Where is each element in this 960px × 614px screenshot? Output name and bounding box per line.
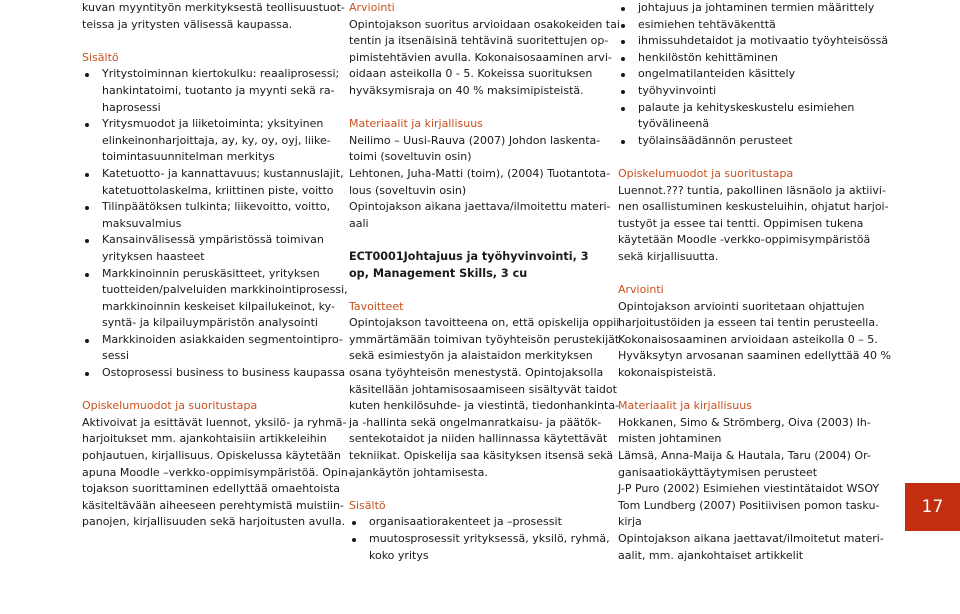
content-list [82,66,348,381]
materiaalit-text: Neilimo – Uusi-Rauva (2007) Johdon laskenta- toimi (soveltuvin osin) Lehtonen, Juha-Matti (toim), (2004) Tuotantota- lous (soveltuvin osin) Opintojakson aikana jaettava/ilmoitettu materi- aali [349,133,611,230]
bullet-icon [85,73,89,77]
bullet-icon [85,339,89,343]
list-item: esimiehen tehtäväkenttä [618,17,850,34]
course-title-line2: op, Management Skills, 3 cu [349,266,528,280]
column-middle [349,0,620,564]
bullet-icon [621,7,625,11]
section-heading-materiaalit: Materiaalit ja kirjallisuus [349,117,483,131]
content-list [349,514,610,564]
course-title [349,249,589,266]
intro-line: teissa ja yritysten välisessä kaupassa. [82,17,293,31]
content-list [618,0,889,149]
list-item: muutosprosessit yrityksessä, yksilö, ryhmä, koko yritys [349,531,585,564]
list-item: työlainsäädännön perusteet [618,133,850,150]
list-item: Katetuotto- ja kannattavuus; kustannuslajit, katetuottolaskelma, kriittinen piste, voitto [82,166,314,199]
bullet-icon [621,40,625,44]
column-left [82,0,352,531]
list-item: henkilöstön kehittäminen [618,50,850,67]
list-item: organisaatiorakenteet ja –prosessit [349,514,585,531]
list-item: ihmissuhdetaidot ja motivaatio työyhteisössä [618,33,850,50]
page-number-tab [905,483,960,531]
opiskelumuodot-text: Aktivoivat ja esittävät luennot, yksilö- ja ryhmä- harjoitukset mm. ajankohtaisiin artikkeleihin pohjautuen, kirjallisuus. Opiskelussa käytetään apuna Moodle –verkko-oppimisympäristöä. Opin- tojakson suorittaminen edellyttää omaehtoista käsiteltävään aiheeseen perehtymistä muistiin- panojen, kirjallisuuden sekä harjoitusten avulla. [82,415,352,529]
bullet-icon [621,107,625,111]
section-heading-tavoitteet: Tavoitteet [349,299,404,313]
bullet-icon [85,123,89,127]
section-heading-arviointi: Arviointi [349,1,395,14]
bullet-icon [621,73,625,77]
bullet-icon [621,24,625,28]
page-number: 17 [921,497,944,517]
bullet-icon [621,140,625,144]
list-item: ongelmatilanteiden käsittely [618,66,850,83]
course-code: ECT0001 [349,249,404,263]
bullet-icon [621,90,625,94]
arviointi-text: Opintojakson arviointi suoritetaan ohjattujen harjoitustöiden ja esseen tai tentin perusteella. Kokonaisosaaminen arvioidaan asteikolla 0 – 5. Hyväksytyn arvosanan saaminen edellyttää 40 % kokonaispisteistä. [618,299,891,380]
list-item: Tilinpäätöksen tulkinta; liikevoitto, voitto, maksuvalmius [82,199,314,232]
tavoitteet-text: Opintojakson tavoitteena on, että opiskelija oppii ymmärtämään toimivan työyhteisön perustekijät sekä esimiestyön ja alaistaidon merkityksen osana työyhteisön menestystä. Opintojaksolla käsitellään johtamisosaamiseen sisältyvät taidot kuten henkilösuhde- ja viestintä, tiedonhankinta- ja -hallinta sekä ongelmanratkaisu- ja päätök- sentekotaidot ja niiden hallinnassa käytettävät tekniikat. Opiskelija saa käsityksen itsensä sekä ajankäytön johtamisesta. [349,316,620,479]
section-heading-sisalto: Sisältö [349,498,386,512]
section-heading-opiskelumuodot: Opiskelumuodot ja suoritustapa [82,399,258,413]
list-item: johtajuus ja johtaminen termien määrittely [618,0,850,17]
list-item: Kansainvälisessä ympäristössä toimivan yrityksen haasteet [82,232,314,265]
list-item: Markkinoinnin peruskäsitteet, yrityksen tuotteiden/palveluiden markkinointiprosessi, markkinoinnin keskeiset kilpailukeinot, ky- syntä- ja kilpailuympäristön analysointi [82,266,314,332]
intro-line: kuvan myyntityön merkityksestä teollisuustuot- [82,1,345,14]
list-item: Yritysmuodot ja liiketoiminta; yksityinen elinkeinonharjoittaja, ay, ky, oy, oyj, liike- toimintasuunnitelman merkitys [82,116,314,166]
bullet-icon [352,538,356,542]
bullet-icon [621,57,625,61]
bullet-icon [85,173,89,177]
column-right [618,0,891,564]
list-item: palaute ja kehityskeskustelu esimiehen työvälineenä [618,100,850,133]
list-item: Markkinoiden asiakkaiden segmentointipro- sessi [82,332,314,365]
list-item: Yritystoiminnan kiertokulku: reaaliprosessi; hankintatoimi, tuotanto ja myynti sekä ra- haprosessi [82,66,314,116]
bullet-icon [85,372,89,376]
section-heading-sisalto: Sisältö [82,50,119,64]
materiaalit-text: Hokkanen, Simo & Strömberg, Oiva (2003) Ih- misten johtaminen Lämsä, Anna-Maija & Hautala, Taru (2004) Or- ganisaatiokäyttäytymisen perusteet J-P Puro (2002) Esimiehen viestintätaidot WSOY Tom Lundberg (2007) Positiivisen pomon tasku- kirja Opintojakson aikana jaettavat/ilmoitetut materi- aalit, mm. ajankohtaiset artikkelit [618,415,884,562]
bullet-icon [352,521,356,525]
course-name: Johtajuus ja työhyvinvointi, 3 [403,249,589,263]
section-heading-materiaalit: Materiaalit ja kirjallisuus [618,399,752,413]
list-item: työhyvinvointi [618,83,850,100]
bullet-icon [85,273,89,277]
bullet-icon [85,239,89,243]
bullet-icon [85,206,89,210]
list-item: Ostoprosessi business to business kaupassa [82,365,314,382]
section-heading-opiskelumuodot: Opiskelumuodot ja suoritustapa [618,166,794,180]
opiskelumuodot-text: Luennot.??? tuntia, pakollinen läsnäolo ja aktiivi- nen osallistuminen keskusteluihin, ohjatut harjoi- tustyöt ja essee tai tentti. Oppimisen tukena käytetään Moodle -verkko-oppimisympäristöä sekä kirjallisuutta. [618,183,889,263]
section-heading-arviointi: Arviointi [618,283,664,297]
arviointi-text: Opintojakson suoritus arvioidaan osakokeiden tai tentin ja itsenäisinä tehtävinä suoritettujen op- pimistehtävien avulla. Kokonaisosaaminen arvi- oidaan asteikolla 0 - 5. Kokeissa suorituksen hyväksymisraja on 40 % maksimipisteistä. [349,17,620,97]
